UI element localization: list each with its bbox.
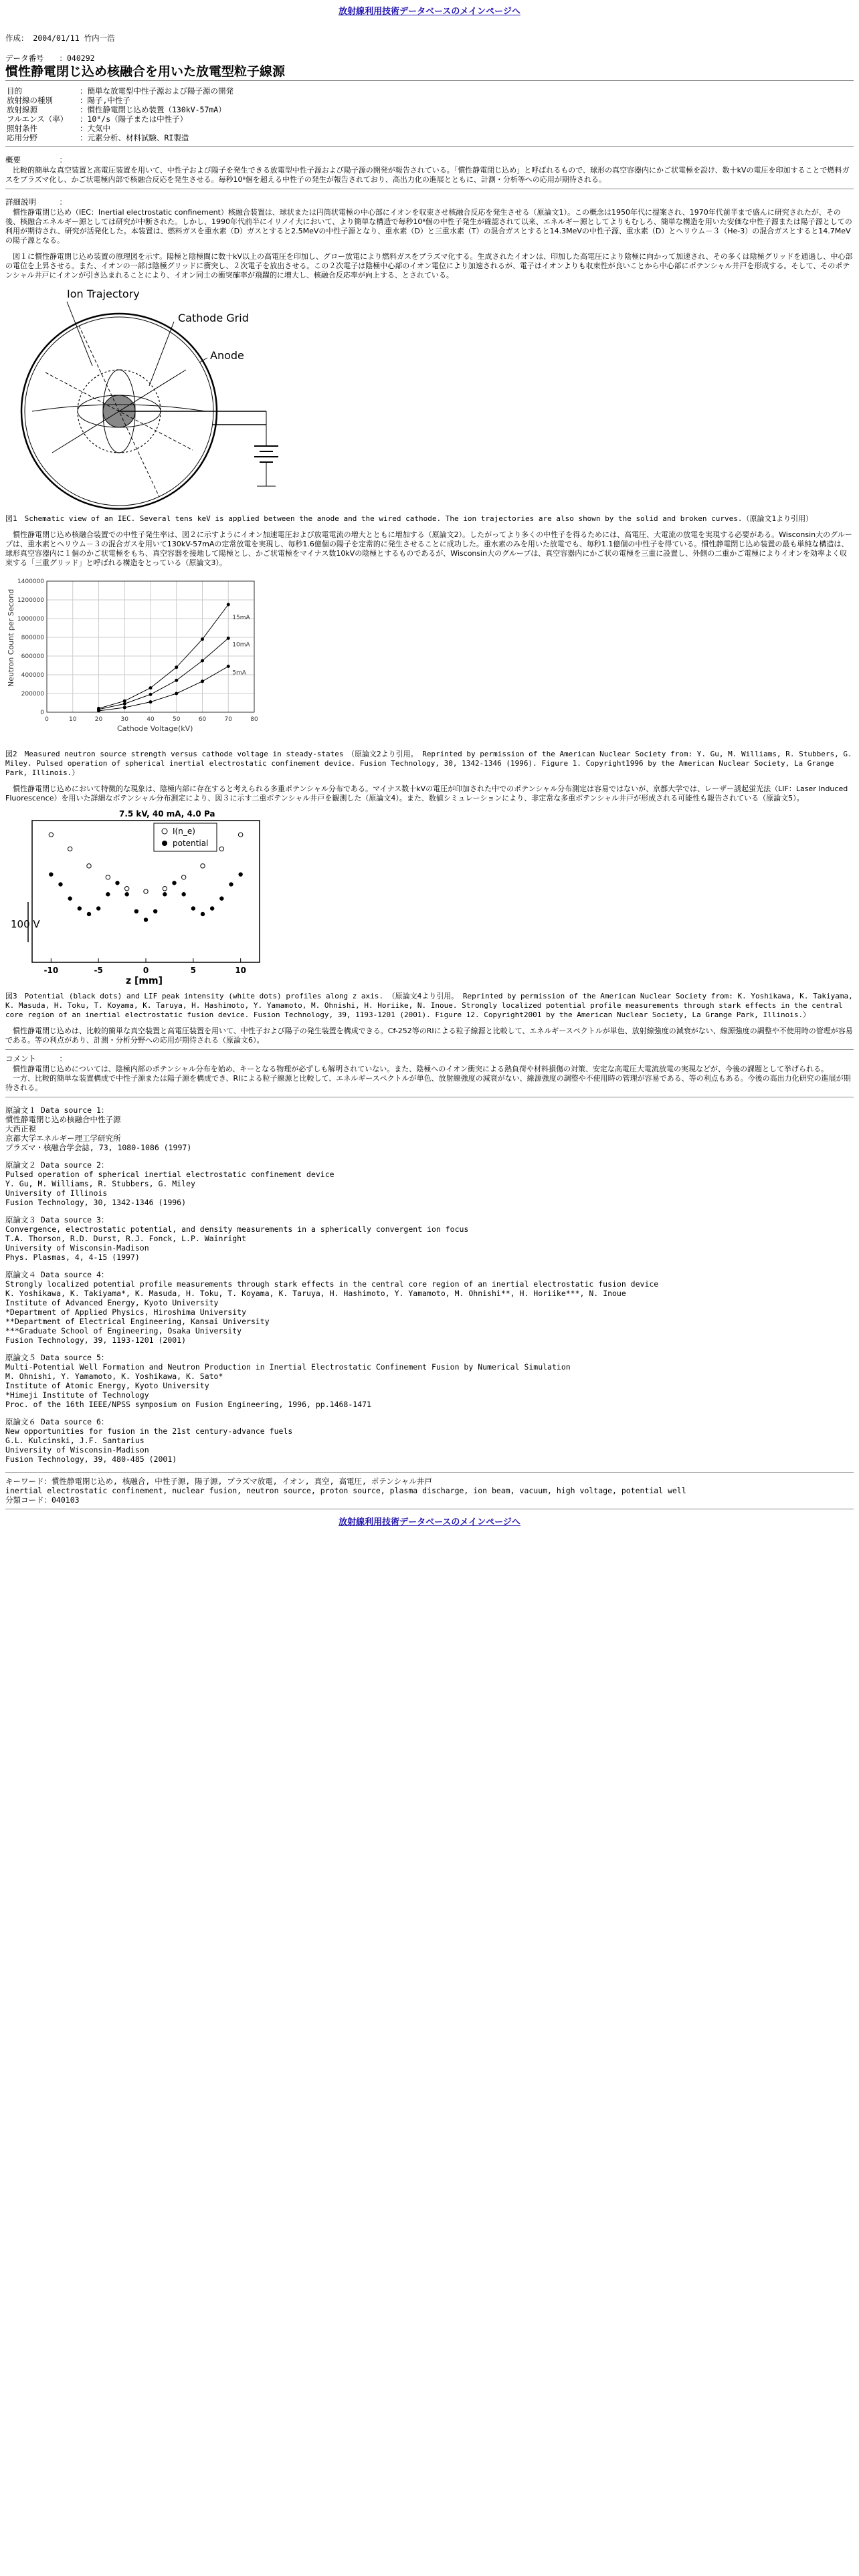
legend-lif-label: I(n_e) xyxy=(173,827,195,836)
data-source xyxy=(5,1160,854,1207)
data-source-line: *Department of Applied Physics, Hiroshima University xyxy=(5,1307,247,1317)
data-source-line: Proc. of the 16th IEEE/NPSS symposium on Fusion Engineering, 1996, pp.1468-1471 xyxy=(5,1400,371,1409)
x-tick-label: 70 xyxy=(224,716,232,723)
lif-point xyxy=(163,887,167,891)
data-point xyxy=(123,706,126,710)
data-point xyxy=(201,679,204,683)
data-point xyxy=(227,665,230,668)
data-source xyxy=(5,1417,854,1464)
main-page-link-top[interactable]: 放射線利用技術データベースのメインページへ xyxy=(339,6,520,16)
info-table xyxy=(5,86,235,142)
data-source-line: T.A. Thorson, R.D. Durst, R.J. Fonck, L.P. Wainright xyxy=(5,1234,247,1243)
series-line-15mA xyxy=(99,605,229,708)
category-code: 分類コード：040103 xyxy=(5,1495,80,1505)
divider xyxy=(5,80,854,81)
potential-point xyxy=(172,881,176,885)
series-label: 5mA xyxy=(232,669,246,677)
x-tick-label: 40 xyxy=(147,716,155,723)
detail-paragraph-3: 慣性静電閉じ込め核融合装置での中性子発生率は、図２に示すようにイオン加速電圧および放電電流の増大とともに増加する（原論文2）。したがってより多くの中性子を得るためには、高電圧、大電流の放電を実現する必要がある。Wisconsin大のグループは、重水素とヘリウム－３の混合ガスを用いて130kV-57mAの定常放電を実現し、毎秒1.6億個の陽子を定常的に発生させることに成功した。重水素のみを用いた放電でも、毎秒1.1億個の中性子を得ている。慣性静電閉じ込め装置の最も単純な構造は、球形真空容器内に１個のかご状電極をもち、真空容器を接地して陽極とし、かご状電極をマイナス数10kVの陰極とするものであるが、Wisconsin大のグループは、真空容器内にかご状の電極を三重に設置し、外側の二重かご電極によりイオンを効率よく収束する「三重グリッド」と呼ばれる構造をとっている（原論文3）。 xyxy=(5,530,852,567)
potential-point xyxy=(229,882,233,886)
data-source-line: Fusion Technology, 30, 1342-1346 (1996) xyxy=(5,1198,187,1207)
data-source-line: University of Illinois xyxy=(5,1188,108,1198)
data-point xyxy=(201,659,204,663)
y-tick-label: 1000000 xyxy=(17,616,44,623)
data-source-line: 大西正視 xyxy=(5,1124,36,1134)
lif-point xyxy=(219,847,223,851)
data-source-line: 京都大学エネルギー理工学研究所 xyxy=(5,1134,121,1143)
data-source-line: ***Graduate School of Engineering, Osaka University xyxy=(5,1326,242,1335)
info-key: フルエンス（率） xyxy=(7,114,68,124)
legend-potential-marker xyxy=(162,841,167,846)
x-tick-label: 5 xyxy=(190,966,197,975)
data-source-line: Institute of Advanced Energy, Kyoto University xyxy=(5,1298,219,1307)
potential-point xyxy=(78,906,82,910)
info-key: 応用分野 xyxy=(7,133,37,142)
data-source-line: University of Wisconsin-Madison xyxy=(5,1243,149,1253)
summary-label: 概要 ： xyxy=(5,155,67,165)
comment-paragraph-2: 一方、比較的簡単な装置構成で中性子源または陽子源を構成でき、RIによる粒子線源と比較して、エネルギースペクトルが単色、放射線強度の減衰がない、線源強度の調整や不使用時の管理が容易である、等の利点もある。今後の高出力化研究の進展が期待される。 xyxy=(5,1074,851,1092)
lif-point xyxy=(106,875,110,879)
legend-potential-label: potential xyxy=(173,839,209,848)
detail-paragraph-4: 慣性静電閉じ込めにおいて特徴的な現象は、陰極内部に存在すると考えられる多重ポテンシャル分布である。マイナス数十kVの電圧が印加された中でのポテンシャル分布測定は容易ではないが、京都大学では、レーザー誘起蛍光法（LIF：Laser Induced Fluorescence）を用いた詳細なポテンシャル分布測定により、図３に示す二重ポテンシャル井戸を観測した（原論文4）。また、数値シミュレーションにより、非定常な多重ポテンシャル井戸が形成される可能性も報告されている（原論文5）。 xyxy=(5,784,848,802)
data-source-line: Pulsed operation of spherical inertial electrostatic confinement device xyxy=(5,1170,335,1179)
potential-point xyxy=(219,896,223,900)
potential-chart xyxy=(5,809,273,989)
info-value: ：慣性静電閉じ込め装置（130kV-57mA） xyxy=(80,105,226,114)
ion-label-pointer xyxy=(67,302,92,366)
x-tick-label: 20 xyxy=(94,716,103,723)
info-row xyxy=(5,114,235,124)
y-tick-label: 800000 xyxy=(21,635,44,641)
ion-trajectory-label: Ion Trajectory xyxy=(67,288,140,300)
x-tick-label: 80 xyxy=(250,716,258,723)
keywords-jp: キーワード：慣性静電閉じ込め, 核融合, 中性子源, 陽子源, プラズマ放電, イオン, 真空, 高電圧, ポテンシャル井戸 xyxy=(5,1477,432,1486)
figure-1-caption: 図1 Schematic view of an IEC. Several tens keV is applied between the anode and the wired cathode. The ion trajectories are also shown by the solid and broken curves.（原論文1より引用） xyxy=(5,514,814,523)
data-point xyxy=(175,679,178,682)
potential-point xyxy=(49,872,53,876)
neutron-chart xyxy=(5,573,273,747)
iec-schematic xyxy=(5,286,286,512)
data-source-heading: 原論文４ Data source 4： xyxy=(5,1270,109,1279)
data-point xyxy=(175,665,178,669)
potential-point xyxy=(134,909,138,913)
info-row xyxy=(5,96,235,105)
data-point xyxy=(123,702,126,706)
x-tick-label: -5 xyxy=(94,966,103,975)
potential-point xyxy=(124,892,128,896)
keywords-en: inertial electrostatic confinement, nuclear fusion, neutron source, proton source, plasma discharge, ion beam, vacuum, high voltage, potential well xyxy=(5,1486,686,1495)
series-label: 15mA xyxy=(232,615,250,621)
data-source xyxy=(5,1105,854,1152)
detail-label: 詳細説明 ： xyxy=(5,197,67,207)
potential-point xyxy=(238,872,242,876)
x-tick-label: 0 xyxy=(45,716,49,723)
data-number: データ番号 ：040292 xyxy=(5,53,95,63)
lif-point xyxy=(201,864,205,868)
comment-label: コメント ： xyxy=(5,1054,67,1063)
figure-3 xyxy=(5,809,273,989)
figure-2 xyxy=(5,573,273,747)
info-value: ：大気中 xyxy=(80,124,110,133)
data-point xyxy=(97,709,100,712)
potential-point xyxy=(115,881,119,885)
divider xyxy=(5,1472,854,1473)
lif-point xyxy=(181,875,185,879)
cathode-label-pointer xyxy=(149,322,174,386)
y-axis-label: Neutron Count per Second xyxy=(7,588,15,687)
divider xyxy=(5,146,854,147)
info-key: 放射線源 xyxy=(7,105,37,114)
lif-point xyxy=(144,889,148,893)
info-key: 放射線の種別 xyxy=(7,96,53,105)
potential-point xyxy=(106,892,110,896)
data-source-line: Institute of Atomic Energy, Kyoto University xyxy=(5,1381,209,1390)
potential-point xyxy=(181,892,185,896)
potential-point xyxy=(153,909,157,913)
page xyxy=(5,0,854,1527)
x-tick-label: 0 xyxy=(142,966,149,975)
data-point xyxy=(175,692,178,695)
data-point xyxy=(227,637,230,640)
detail-paragraph-2: 図１に慣性静電閉じ込め装置の原理図を示す。陽極と陰極間に数十kV以上の高電圧を印加し、グロー放電により燃料ガスをプラズマ化する。生成されたイオンは、印加した高電圧により陰極に向かって加速され、その多くは陰極グリッドを通過し、中心部の電位を上昇させる。また、イオンの一部は陰極グリッドに衝突し、２次電子を放出させる。この２次電子は陰極中心部のイオン電位により加速されるが、電子はイオンよりも収束性が良いことから中心部にポテンシャル井戸を形成する。そして、そのポテンシャル井戸にイオンが引き込まれることにより、イオン同士の衝突確率が飛躍的に増大し、核融合反応率が向上する、とされている。 xyxy=(5,252,853,280)
x-tick-label: 10 xyxy=(69,716,77,723)
detail-paragraph-5: 慣性静電閉じ込めは、比較的簡単な真空装置と高電圧装置を用いて、中性子および陽子の発生装置を構成できる。Cf-252等のRIによる粒子線源と比較して、エネルギースペクトルが単色、放射線強度の減衰がない、線源強度の調整や不使用時の管理が容易である。等の利点があり、計測・分析分野への応用が期待される（原論文6）。 xyxy=(5,1027,853,1045)
summary-text: 比較的簡単な真空装置と高電圧装置を用いて、中性子および陽子を発生できる放電型中性子源および陽子源の開発が報告されている。「慣性静電閉じ込め」と呼ばれるもので、球形の真空容器内にかご状電極を設け、数十kVの電圧を印加することで燃料ガスをプラズマ化し、かご状電極内部で核融合反応を発生させる。毎秒10⁸個を超える中性子の発生が報告されており、高出力化の進展とともに、計測・分析等への応用が期待される。 xyxy=(5,166,850,184)
series-line-10mA xyxy=(99,638,229,709)
info-row xyxy=(5,133,235,142)
data-source-line: G.L. Kulcinski, J.F. Santarius xyxy=(5,1436,145,1445)
x-axis-label: Cathode Voltage(kV) xyxy=(117,724,193,733)
sources xyxy=(5,1105,854,1464)
divider xyxy=(5,1049,854,1050)
data-point xyxy=(201,637,204,641)
x-tick-label: 60 xyxy=(198,716,207,723)
x-tick-label: -10 xyxy=(43,966,59,975)
potential-point xyxy=(96,906,100,910)
main-page-link-bottom[interactable]: 放射線利用技術データベースのメインページへ xyxy=(339,1517,520,1527)
info-row xyxy=(5,86,235,96)
anode-label: Anode xyxy=(210,349,244,362)
data-point xyxy=(227,603,230,607)
info-row xyxy=(5,105,235,114)
data-source-line: Phys. Plasmas, 4, 4-15 (1997) xyxy=(5,1253,140,1262)
x-axis-label: z [mm] xyxy=(126,976,163,986)
data-source-line: University of Wisconsin-Madison xyxy=(5,1445,149,1455)
data-source-line: Fusion Technology, 39, 1193-1201 (2001) xyxy=(5,1335,187,1345)
data-source xyxy=(5,1270,854,1345)
potential-point xyxy=(68,896,72,900)
legend-lif-marker xyxy=(162,829,167,834)
series-label: 10mA xyxy=(232,641,250,649)
info-row xyxy=(5,124,235,133)
lif-point xyxy=(87,864,91,868)
data-source-heading: 原論文６ Data source 6： xyxy=(5,1417,109,1426)
data-source-line: Y. Gu, M. Williams, R. Stubbers, G. Miley xyxy=(5,1179,195,1188)
scale-label: 100 V xyxy=(11,918,40,930)
y-tick-label: 1400000 xyxy=(17,578,44,585)
top-nav xyxy=(5,7,854,16)
figure-2-caption: 図2 Measured neutron source strength versus cathode voltage in steady-states （原論文2より引用。 Reprinted by permission of the American Nuclear Society from: Y. Gu, M. Williams, R. Stubbers, G. Miley. Pulsed operation of spherical inertial electrostatic confinement device. Fusion Technology, 30, 1342-1346 (1996). Figure 1. Copyright1996 by the American Nuclear Society, La Grange Park, Illinois.） xyxy=(5,750,852,777)
data-source-line: **Department of Electrical Engineering, Kansai University xyxy=(5,1317,270,1326)
data-source-line: Convergence, electrostatic potential, and density measurements in a spherically convergent ion focus xyxy=(5,1224,469,1234)
data-source-line: New opportunities for fusion in the 21st century-advance fuels xyxy=(5,1426,293,1436)
potential-point xyxy=(144,918,148,922)
chart-title: 7.5 kV, 40 mA, 4.0 Pa xyxy=(119,809,215,819)
data-source-heading: 原論文５ Data source 5： xyxy=(5,1353,109,1362)
data-source-line: Strongly localized potential profile measurements through stark effects in the central core region of an inertial electrostatic fusion device xyxy=(5,1279,659,1289)
data-source-line: プラズマ・核融合学会誌, 73, 1080-1086 (1997) xyxy=(5,1143,192,1152)
potential-point xyxy=(201,912,205,916)
series-line-5mA xyxy=(99,666,229,711)
y-tick-label: 200000 xyxy=(21,691,44,697)
info-value: ：10⁸/s（陽子または中性子） xyxy=(80,114,188,124)
info-value: ：陽子,中性子 xyxy=(80,96,130,105)
potential-point xyxy=(58,882,62,886)
bottom-nav xyxy=(5,1517,854,1527)
data-source xyxy=(5,1353,854,1409)
cathode-grid-label: Cathode Grid xyxy=(178,312,249,324)
data-source-heading: 原論文１ Data source 1： xyxy=(5,1105,109,1115)
y-tick-label: 400000 xyxy=(21,672,44,679)
data-source-line: *Himeji Institute of Technology xyxy=(5,1390,149,1400)
detail-paragraph-1: 慣性静電閉じ込め（IEC：Inertial electrostatic confinement）核融合装置は、球状または円筒状電極の中心部にイオンを収束させ核融合反応を発生させる（原論文1）。この概念は1950年代に提案され、1970年代前半まで盛んに研究されたが、その後、核融合エネルギー源としては研究が中断された。しかし、1990年代前半にイリノイ大において、より簡単な構造で毎秒10⁸個の中性子発生が確認されて以来、エネルギー源としてよりもむしろ、簡単な構造を用いた安価な中性子源または陽子源としての利用が期待され、研究が活発化した。本装置は、燃料ガスを重水素（D）ガスとすると2.5MeVの中性子源となり、重水素（D）と三重水素（T）の混合ガスとすると14.3MeVの中性子源、重水素（D）とヘリウム－３（He-3）の混合ガスとすると14.7MeVの陽子源となる。 xyxy=(5,208,852,245)
data-source-heading: 原論文２ Data source 2： xyxy=(5,1160,109,1170)
y-tick-label: 600000 xyxy=(21,653,44,660)
data-source-line: Multi-Potential Well Formation and Neutron Production in Inertial Electrostatic Confinement Fusion by Numerical Simulation xyxy=(5,1362,571,1372)
created-line: 作成： 2004/01/11 竹内一浩 xyxy=(5,33,115,43)
figure-1 xyxy=(5,286,286,512)
potential-point xyxy=(87,912,91,916)
data-point xyxy=(149,700,153,704)
x-tick-label: 30 xyxy=(120,716,128,723)
data-source xyxy=(5,1215,854,1262)
info-key: 照射条件 xyxy=(7,124,37,133)
data-source-line: M. Ohnishi, Y. Yamamoto, K. Yoshikawa, K. Sato* xyxy=(5,1372,223,1381)
lif-point xyxy=(68,847,72,851)
y-tick-label: 1200000 xyxy=(17,597,44,604)
potential-point xyxy=(191,906,195,910)
lif-point xyxy=(238,833,242,837)
potential-point xyxy=(163,892,167,896)
potential-point xyxy=(210,906,214,910)
data-source-line: 慣性静電閉じ込め核融合中性子源 xyxy=(5,1115,121,1124)
lif-point xyxy=(49,833,53,837)
x-tick-label: 10 xyxy=(235,966,247,975)
data-source-heading: 原論文３ Data source 3： xyxy=(5,1215,109,1224)
y-tick-label: 0 xyxy=(40,710,44,716)
info-key: 目的 xyxy=(7,86,22,96)
data-source-line: Fusion Technology, 39, 480-485 (2001) xyxy=(5,1455,177,1464)
data-point xyxy=(149,693,153,696)
comment-paragraph-1: 慣性静電閉じ込めについては、陰極内部のポテンシャル分布を始め、キーとなる物理が必ずしも解明されていない。また、陰極へのイオン衝突による熱負荷や材料損傷の対策、安定な高電圧大電流放電の実現などが、今後の課題として挙げられる。 xyxy=(13,1065,828,1073)
figure-3-caption: 図3 Potential (black dots) and LIF peak intensity (white dots) profiles along z axis. （原論文4より引用。 Reprinted by permission of the American Nuclear Society from: K. Yoshikawa, K. Takiyama, K. Masuda, H. Toku, T. Koyama, K. Taruya, H. Hashimoto, Y. Yamamoto, M. Ohnishi, H. Horiike, N. Inoue. Strongly localized potential profile measurements through stark effects in the central core region of an inertial electrostatic fusion device. Fusion Technology, 39, 1193-1201 (2001). Figure 12. Copyright2001 by the American Nuclear Society, La Grange Park, Illinois.） xyxy=(5,992,853,1019)
info-value: ：元素分析、材料試験、RI製造 xyxy=(80,133,189,142)
data-source-line: K. Yoshikawa, K. Takiyama*, K. Masuda, H. Toku, T. Koyama, K. Taruya, H. Hashimoto, Y. Yamamoto, M. Ohnishi**, H. Horiike***, N. Inoue xyxy=(5,1289,626,1298)
data-point xyxy=(149,686,153,689)
page-title: 慣性静電閉じ込め核融合を用いた放電型粒子線源 xyxy=(5,64,286,79)
info-value: ：簡単な放電型中性子源および陽子源の開発 xyxy=(80,86,233,96)
lif-point xyxy=(124,887,128,891)
x-tick-label: 50 xyxy=(173,716,181,723)
